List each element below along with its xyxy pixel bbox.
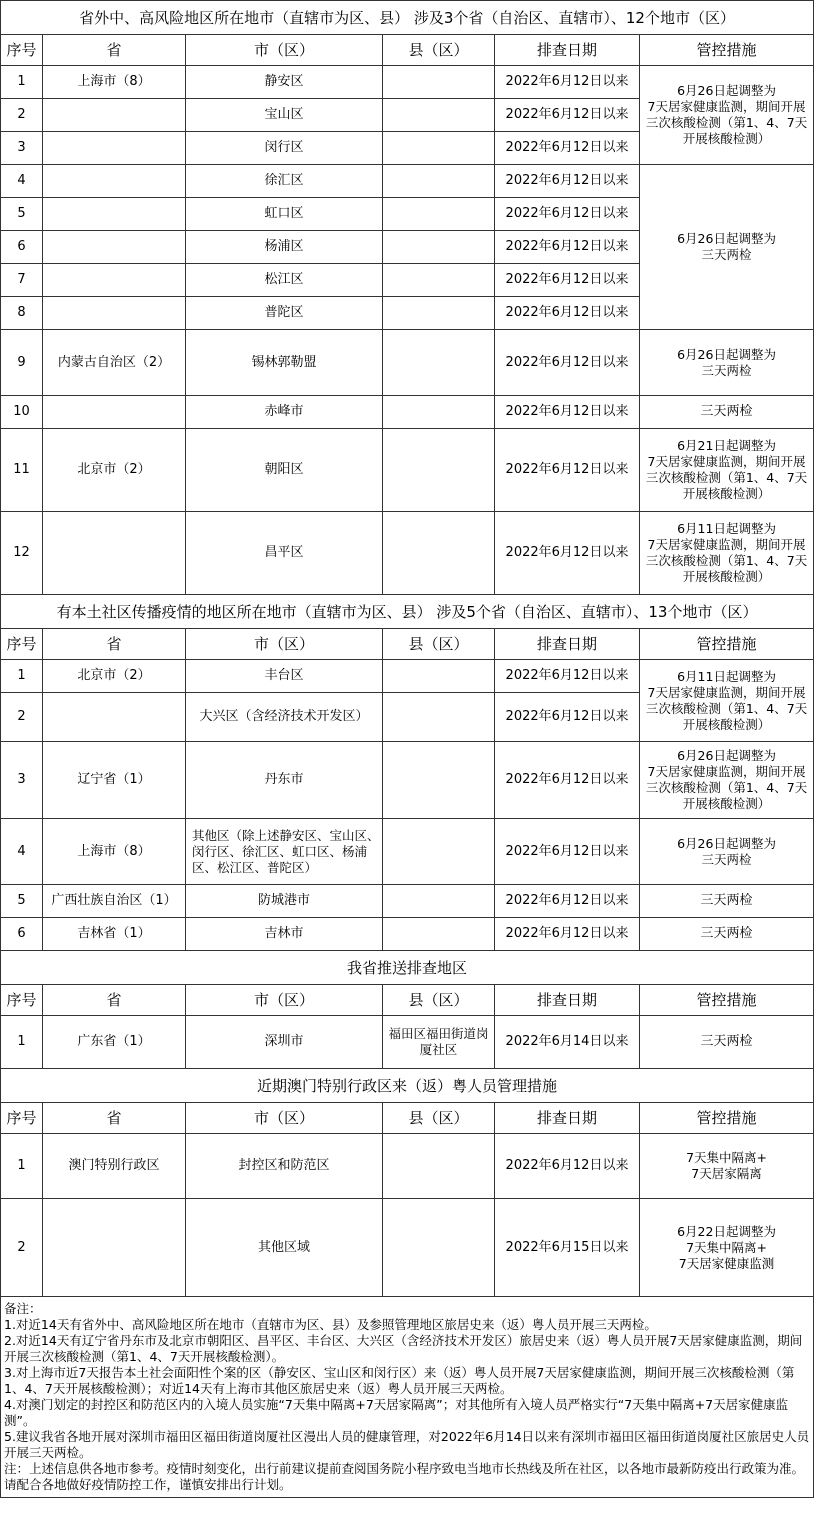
cell-province: 澳门特别行政区 xyxy=(43,1134,186,1199)
cell-no: 6 xyxy=(1,918,43,951)
cell-date: 2022年6月12日以来 xyxy=(495,660,640,693)
cell-county xyxy=(383,231,495,264)
table-row xyxy=(1,66,814,99)
cell-no: 5 xyxy=(1,198,43,231)
cell-no: 2 xyxy=(1,1199,43,1297)
cell-county xyxy=(383,165,495,198)
header-date: 排查日期 xyxy=(495,985,640,1016)
header-province: 省 xyxy=(43,629,186,660)
cell-county xyxy=(383,297,495,330)
cell-province xyxy=(43,264,186,297)
header-county: 县（区） xyxy=(383,35,495,66)
table-row xyxy=(1,918,814,951)
cell-date: 2022年6月12日以来 xyxy=(495,66,640,99)
cell-province: 内蒙古自治区（2） xyxy=(43,330,186,396)
cell-date: 2022年6月12日以来 xyxy=(495,885,640,918)
table-row xyxy=(1,885,814,918)
table-row xyxy=(1,1199,814,1297)
cell-province xyxy=(43,693,186,742)
cell-measure: 6月22日起调整为 7天集中隔离+ 7天居家健康监测 xyxy=(640,1199,814,1297)
cell-measure: 6月26日起调整为 三天两检 xyxy=(640,819,814,885)
table-row xyxy=(1,742,814,819)
table-row xyxy=(1,1016,814,1069)
cell-no: 12 xyxy=(1,512,43,595)
cell-county xyxy=(383,132,495,165)
cell-measure: 6月11日起调整为 7天居家健康监测，期间开展三次核酸检测（第1、4、7天开展核酸检测） xyxy=(640,512,814,595)
cell-city: 宝山区 xyxy=(186,99,383,132)
cell-city: 丰台区 xyxy=(186,660,383,693)
cell-date: 2022年6月12日以来 xyxy=(495,396,640,429)
remark-item: 4.对澳门划定的封控区和防范区内的入境人员实施“7天集中隔离+7天居家隔离”；对其他所有入境人员严格实行“7天集中隔离+7天居家健康监测”。 xyxy=(4,1397,789,1428)
cell-city: 防城港市 xyxy=(186,885,383,918)
cell-province xyxy=(43,132,186,165)
cell-measure: 三天两检 xyxy=(640,885,814,918)
cell-county xyxy=(383,885,495,918)
header-province: 省 xyxy=(43,1103,186,1134)
cell-no: 7 xyxy=(1,264,43,297)
cell-date: 2022年6月12日以来 xyxy=(495,231,640,264)
cell-measure: 三天两检 xyxy=(640,1016,814,1069)
table-row xyxy=(1,819,814,885)
cell-date: 2022年6月15日以来 xyxy=(495,1199,640,1297)
section3-title: 我省推送排查地区 xyxy=(1,951,814,985)
cell-province xyxy=(43,231,186,264)
cell-province: 广西壮族自治区（1） xyxy=(43,885,186,918)
cell-city: 朝阳区 xyxy=(186,429,383,512)
cell-date: 2022年6月12日以来 xyxy=(495,1134,640,1199)
header-county: 县（区） xyxy=(383,1103,495,1134)
cell-date: 2022年6月14日以来 xyxy=(495,1016,640,1069)
cell-city: 虹口区 xyxy=(186,198,383,231)
cell-date: 2022年6月12日以来 xyxy=(495,742,640,819)
cell-province: 广东省（1） xyxy=(43,1016,186,1069)
cell-no: 1 xyxy=(1,1134,43,1199)
table-row xyxy=(1,165,814,198)
cell-province: 北京市（2） xyxy=(43,660,186,693)
cell-city: 锡林郭勒盟 xyxy=(186,330,383,396)
remark-item: 5.建议我省各地开展对深圳市福田区福田街道岗厦社区漫出人员的健康管理，对2022年6月14日以来有深圳市福田区福田街道岗厦社区旅居史人员开展三天两检。 xyxy=(4,1429,810,1460)
cell-no: 6 xyxy=(1,231,43,264)
cell-province: 上海市（8） xyxy=(43,819,186,885)
header-row xyxy=(1,35,814,66)
header-row xyxy=(1,1103,814,1134)
cell-no: 4 xyxy=(1,165,43,198)
cell-city: 其他区（除上述静安区、宝山区、闵行区、徐汇区、虹口区、杨浦区、松江区、普陀区） xyxy=(186,819,383,885)
cell-county xyxy=(383,1134,495,1199)
table-row xyxy=(1,1134,814,1199)
header-county: 县（区） xyxy=(383,629,495,660)
section1-title: 省外中、高风险地区所在地市（直辖市为区、县） 涉及3个省（自治区、直辖市）、12个地市（区） xyxy=(1,1,814,35)
header-measure: 管控措施 xyxy=(640,985,814,1016)
cell-no: 2 xyxy=(1,693,43,742)
cell-county xyxy=(383,742,495,819)
table-row xyxy=(1,429,814,512)
cell-county xyxy=(383,264,495,297)
cell-no: 9 xyxy=(1,330,43,396)
header-row xyxy=(1,629,814,660)
cell-no: 4 xyxy=(1,819,43,885)
cell-city: 普陀区 xyxy=(186,297,383,330)
cell-city: 封控区和防范区 xyxy=(186,1134,383,1199)
cell-county xyxy=(383,330,495,396)
cell-province xyxy=(43,198,186,231)
cell-no: 3 xyxy=(1,742,43,819)
cell-province xyxy=(43,165,186,198)
cell-date: 2022年6月12日以来 xyxy=(495,165,640,198)
cell-measure: 6月26日起调整为 三天两检 xyxy=(640,330,814,396)
cell-measure: 6月11日起调整为 7天居家健康监测，期间开展三次核酸检测（第1、4、7天开展核酸检测） xyxy=(640,660,814,742)
cell-date: 2022年6月12日以来 xyxy=(495,512,640,595)
cell-city: 徐汇区 xyxy=(186,165,383,198)
cell-city: 大兴区（含经济技术开发区） xyxy=(186,693,383,742)
header-city: 市（区） xyxy=(186,1103,383,1134)
remark-item: 3.对上海市近7天报告本土社会面阳性个案的区（静安区、宝山区和闵行区）来（返）粤人员开展7天居家健康监测，期间开展三次核酸检测（第1、4、7天开展核酸检测）；对近14天有上海市其他区旅居史来（返）粤人员开展三天两检。 xyxy=(4,1365,795,1396)
cell-city: 松江区 xyxy=(186,264,383,297)
header-province: 省 xyxy=(43,35,186,66)
cell-city: 静安区 xyxy=(186,66,383,99)
section2-title: 有本土社区传播疫情的地区所在地市（直辖市为区、县） 涉及5个省（自治区、直辖市）、13个地市（区） xyxy=(1,595,814,629)
header-date: 排查日期 xyxy=(495,629,640,660)
cell-measure: 三天两检 xyxy=(640,396,814,429)
cell-no: 1 xyxy=(1,1016,43,1069)
cell-county xyxy=(383,198,495,231)
header-date: 排查日期 xyxy=(495,35,640,66)
table-row xyxy=(1,396,814,429)
cell-city: 昌平区 xyxy=(186,512,383,595)
section4-title: 近期澳门特别行政区来（返）粤人员管理措施 xyxy=(1,1069,814,1103)
cell-province xyxy=(43,1199,186,1297)
cell-date: 2022年6月12日以来 xyxy=(495,198,640,231)
remarks-heading: 备注： xyxy=(4,1301,42,1316)
cell-measure: 6月26日起调整为 7天居家健康监测，期间开展三次核酸检测（第1、4、7天开展核酸检测） xyxy=(640,66,814,165)
cell-no: 1 xyxy=(1,660,43,693)
cell-province: 辽宁省（1） xyxy=(43,742,186,819)
table-row xyxy=(1,330,814,396)
cell-province xyxy=(43,297,186,330)
cell-county xyxy=(383,396,495,429)
remark-item: 2.对近14天有辽宁省丹东市及北京市朝阳区、昌平区、丰台区、大兴区（含经济技术开发区）旅居史来（返）粤人员开展7天居家健康监测，期间开展三次核酸检测（第1、4、7天开展核酸检测）。 xyxy=(4,1333,803,1364)
cell-city: 赤峰市 xyxy=(186,396,383,429)
cell-province: 北京市（2） xyxy=(43,429,186,512)
cell-measure: 6月26日起调整为 7天居家健康监测，期间开展三次核酸检测（第1、4、7天开展核酸检测） xyxy=(640,742,814,819)
cell-no: 2 xyxy=(1,99,43,132)
header-row xyxy=(1,985,814,1016)
cell-no: 5 xyxy=(1,885,43,918)
cell-date: 2022年6月12日以来 xyxy=(495,918,640,951)
cell-county xyxy=(383,512,495,595)
cell-province: 上海市（8） xyxy=(43,66,186,99)
cell-province xyxy=(43,99,186,132)
cell-county xyxy=(383,66,495,99)
cell-city: 丹东市 xyxy=(186,742,383,819)
header-city: 市（区） xyxy=(186,985,383,1016)
cell-measure: 6月21日起调整为 7天居家健康监测，期间开展三次核酸检测（第1、4、7天开展核酸检测） xyxy=(640,429,814,512)
cell-county xyxy=(383,429,495,512)
cell-county xyxy=(383,819,495,885)
cell-city: 闵行区 xyxy=(186,132,383,165)
cell-city: 其他区域 xyxy=(186,1199,383,1297)
header-measure: 管控措施 xyxy=(640,629,814,660)
cell-measure: 7天集中隔离+ 7天居家隔离 xyxy=(640,1134,814,1199)
header-county: 县（区） xyxy=(383,985,495,1016)
cell-date: 2022年6月12日以来 xyxy=(495,297,640,330)
header-measure: 管控措施 xyxy=(640,35,814,66)
cell-date: 2022年6月12日以来 xyxy=(495,99,640,132)
cell-date: 2022年6月12日以来 xyxy=(495,429,640,512)
header-date: 排查日期 xyxy=(495,1103,640,1134)
cell-date: 2022年6月12日以来 xyxy=(495,264,640,297)
cell-no: 8 xyxy=(1,297,43,330)
header-no: 序号 xyxy=(1,1103,43,1134)
cell-measure: 6月26日起调整为 三天两检 xyxy=(640,165,814,330)
cell-date: 2022年6月12日以来 xyxy=(495,132,640,165)
cell-date: 2022年6月12日以来 xyxy=(495,819,640,885)
header-no: 序号 xyxy=(1,629,43,660)
cell-province: 吉林省（1） xyxy=(43,918,186,951)
header-city: 市（区） xyxy=(186,629,383,660)
header-measure: 管控措施 xyxy=(640,1103,814,1134)
cell-county xyxy=(383,99,495,132)
remark-item: 1.对近14天有省外中、高风险地区所在地市（直辖市为区、县）及参照管理地区旅居史来（返）粤人员开展三天两检。 xyxy=(4,1317,657,1332)
cell-county xyxy=(383,660,495,693)
cell-city: 吉林市 xyxy=(186,918,383,951)
cell-no: 10 xyxy=(1,396,43,429)
cell-county xyxy=(383,693,495,742)
header-city: 市（区） xyxy=(186,35,383,66)
table-row xyxy=(1,512,814,595)
cell-county xyxy=(383,918,495,951)
cell-date: 2022年6月12日以来 xyxy=(495,330,640,396)
remarks xyxy=(1,1297,814,1498)
cell-province xyxy=(43,512,186,595)
cell-measure: 三天两检 xyxy=(640,918,814,951)
cell-city: 深圳市 xyxy=(186,1016,383,1069)
header-no: 序号 xyxy=(1,35,43,66)
header-province: 省 xyxy=(43,985,186,1016)
cell-city: 杨浦区 xyxy=(186,231,383,264)
cell-no: 3 xyxy=(1,132,43,165)
table-row xyxy=(1,660,814,693)
header-no: 序号 xyxy=(1,985,43,1016)
cell-no: 11 xyxy=(1,429,43,512)
cell-province xyxy=(43,396,186,429)
cell-no: 1 xyxy=(1,66,43,99)
cell-date: 2022年6月12日以来 xyxy=(495,693,640,742)
cell-county: 福田区福田街道岗厦社区 xyxy=(383,1016,495,1069)
remark-note: 注：上述信息供各地市参考。疫情时刻变化，出行前建议提前查阅国务院小程序致电当地市长热线及所在社区，以各地市最新防疫出行政策为准。请配合各地做好疫情防控工作，谨慎安排出行计划。 xyxy=(4,1461,805,1492)
cell-county xyxy=(383,1199,495,1297)
